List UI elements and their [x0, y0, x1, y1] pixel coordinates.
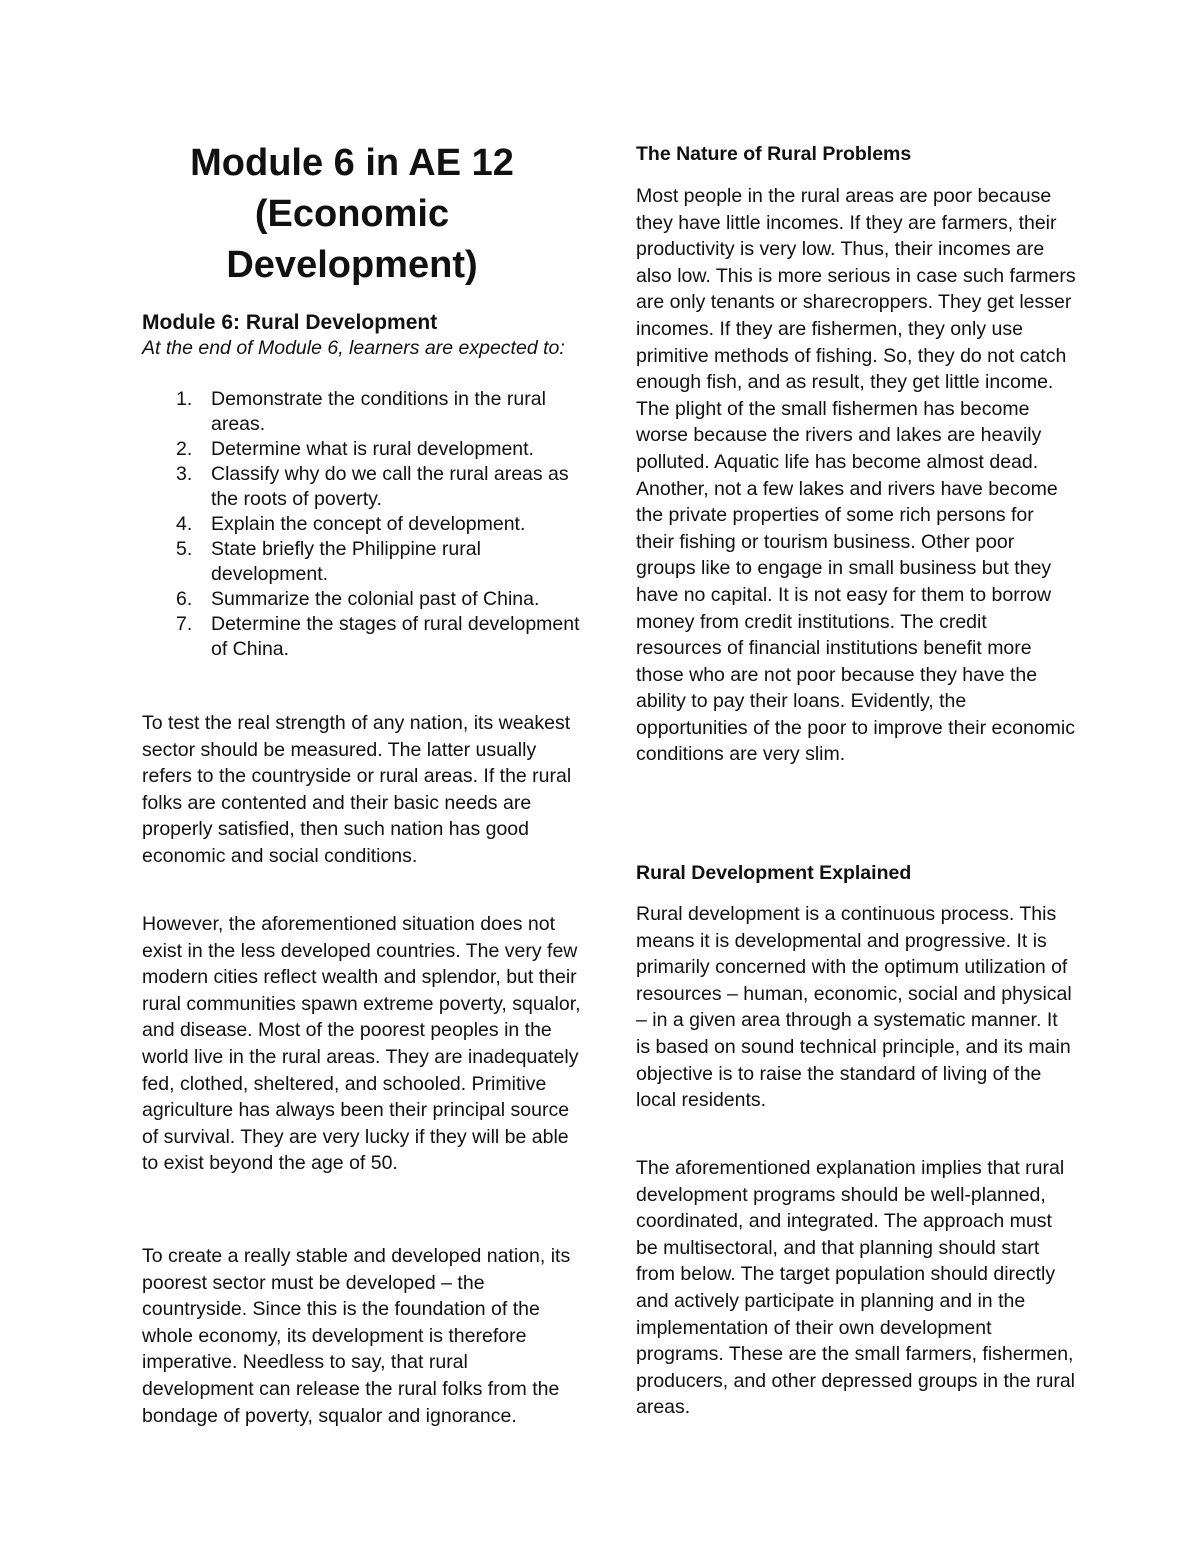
left-paragraph-2: However, the aforementioned situation does not exist in the less developed countries. The very few modern cities reflect wealth and splendor, but their rural communities spawn extreme poverty, squalor, and disease. Most of the poorest peoples in the world live in the rural areas. They are inadequately fed, clothed, sheltered, and schooled. Primitive agriculture has always been their principal source of survival. They are very lucky if they will be able to exist beyond the age of 50.	[142, 913, 581, 1175]
list-item	[142, 462, 582, 512]
list-item-text: Classify why do we call the rural areas as the roots of poverty.	[211, 463, 569, 510]
objectives-list	[142, 387, 582, 662]
list-item	[142, 437, 582, 462]
list-item	[142, 587, 582, 612]
left-paragraph-1: To test the real strength of any nation, its weakest sector should be measured. The latter usually refers to the countryside or rural areas. If the rural folks are contented and their basic needs are properly satisfied, then such nation has good economic and social conditions.	[142, 712, 572, 867]
list-item-number: 7.	[176, 613, 193, 635]
list-item-text: Explain the concept of development.	[211, 513, 526, 535]
module-heading: Module 6: Rural Development	[142, 311, 438, 334]
list-item	[142, 537, 582, 587]
list-item-number: 6.	[176, 588, 193, 610]
rural-development-paragraph-1: Rural development is a continuous process. This means it is developmental and progressive. It is primarily concerned with the optimum utilization of resources – human, economic, social and physical – in a given area through a systematic manner. It is based on sound technical principle, and its main objective is to raise the standard of living of the local residents.	[636, 903, 1072, 1112]
section-heading-rural-problems: The Nature of Rural Problems	[636, 143, 912, 165]
left-paragraph-3: To create a really stable and developed nation, its poorest sector must be developed – the countryside. Since this is the foundation of the whole economy, its development is therefore imperative. Needless to say, that rural development can release the rural folks from the bondage of poverty, squalor and ignorance.	[142, 1245, 571, 1427]
section-heading-rural-development: Rural Development Explained	[636, 862, 912, 884]
list-item	[142, 512, 582, 537]
list-item-text: State briefly the Philippine rural development.	[211, 538, 481, 585]
list-item-number: 2.	[176, 438, 193, 460]
rural-development-paragraph-2: The aforementioned explanation implies that rural development programs should be well-planned, coordinated, and integrated. The approach must be multisectoral, and that planning should start from below. The target population should directly and actively participate in planning and in the implementation of their own development programs. These are the small farmers, fishermen, producers, and other depressed groups in the rural areas.	[636, 1157, 1076, 1419]
list-item-text: Determine the stages of rural development of China.	[211, 613, 580, 660]
list-item	[142, 612, 582, 662]
document-title: Module 6 in AE 12 (Economic Development)	[190, 142, 514, 286]
list-item-number: 5.	[176, 538, 193, 560]
list-item-number: 3.	[176, 463, 193, 485]
list-item-text: Determine what is rural development.	[211, 438, 534, 460]
list-item-text: Summarize the colonial past of China.	[211, 588, 540, 610]
rural-problems-paragraph: Most people in the rural areas are poor because they have little incomes. If they are farmers, their productivity is very low. Thus, their incomes are also low. This is more serious in case such farmers are only tenants or sharecroppers. They get lesser incomes. If they are fishermen, they only use primitive methods of fishing. So, they do not catch enough fish, and as result, they get little income. The plight of the small fishermen has become worse because the rivers and lakes are heavily polluted. Aquatic life has become almost dead. Another, not a few lakes and rivers have become the private properties of some rich persons for their fishing or tourism business. Other poor groups like to engage in small business but they have no capital. It is not easy for them to borrow money from credit institutions. The credit resources of financial institutions benefit more those who are not poor because they have the ability to pay their loans. Evidently, the opportunities of the poor to improve their economic conditions are very slim.	[636, 185, 1076, 766]
list-item-number: 4.	[176, 513, 193, 535]
list-item-number: 1.	[176, 388, 193, 410]
list-item	[142, 387, 582, 437]
objectives-intro: At the end of Module 6, learners are expected to:	[142, 337, 565, 359]
list-item-text: Demonstrate the conditions in the rural areas.	[211, 388, 546, 435]
